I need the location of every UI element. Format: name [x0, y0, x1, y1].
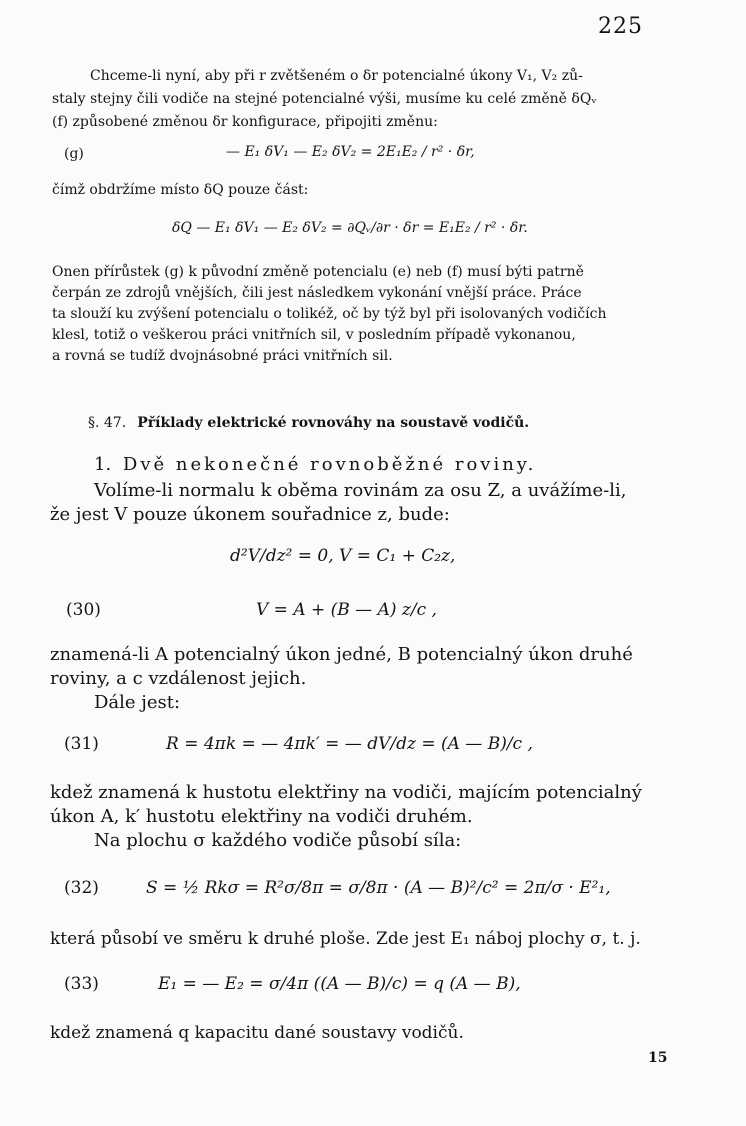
paragraph-8: kdež znamená q kapacitu dané soustavy vodičů.: [50, 1023, 464, 1043]
paragraph-3-line-2: čerpán ze zdrojů vnějších, čili jest následkem vykonání vnější práce. Práce: [52, 285, 582, 301]
paragraph-6-line-1: kdež znamená k hustotu elektřiny na vodiči, majícím potencialný: [50, 782, 642, 803]
paragraph-3-line-3: ta slouží ku zvýšení potencialu o tolikéž, oč by týž byl při isolovaných vodičích: [52, 306, 607, 322]
equation-g-label: (g): [64, 146, 84, 162]
paragraph-2: čímž obdržíme místo δQ pouze část:: [52, 182, 309, 198]
paragraph-4-line-1: Volíme-li normalu k oběma rovinám za osu Z, a uvážíme-li,: [94, 480, 627, 501]
section-number: §. 47.: [88, 415, 127, 431]
subsection-heading: [94, 452, 536, 478]
subsection-number: 1.: [94, 454, 112, 475]
equation-32-label: (32): [64, 878, 99, 898]
equation-laplace: d²V/dz² = 0, V = C₁ + C₂z,: [230, 546, 456, 566]
paragraph-5-line-2: roviny, a c vzdálenost jejich.: [50, 668, 307, 689]
section-title: Příklady elektrické rovnováhy na soustavě vodičů.: [137, 415, 530, 431]
paragraph-3-line-4: klesl, totiž o veškerou práci vnitřních sil, v posledním případě vykonanou,: [52, 327, 576, 343]
paragraph-6-line-2: úkon A, k′ hustotu elektřiny na vodiči druhém.: [50, 806, 473, 827]
paragraph-4-line-2: že jest V pouze úkonem souřadnice z, bude:: [50, 504, 450, 525]
paragraph-5-line-1: znamená-li A potencialný úkon jedné, B potencialný úkon druhé: [50, 644, 633, 665]
subsection-title: Dvě nekonečné rovnoběžné roviny.: [122, 454, 537, 475]
printer-signature: 15: [648, 1050, 668, 1066]
page-number: 225: [598, 14, 643, 39]
equation-g: — E₁ δV₁ — E₂ δV₂ = 2E₁E₂ / r² · δr,: [226, 144, 475, 160]
equation-30: V = A + (B — A) z/c ,: [256, 600, 437, 620]
equation-31: R = 4πk = — 4πk′ = — dV/dz = (A — B)/c ,: [166, 734, 533, 754]
paragraph-1-line-3: (f) způsobené změnou δr konfigurace, připojiti změnu:: [52, 114, 438, 130]
equation-30-label: (30): [66, 600, 101, 620]
equation-31-label: (31): [64, 734, 99, 754]
paragraph-1-line-1: Chceme-li nyní, aby při r zvětšeném o δr potencialné úkony V₁, V₂ zů-: [90, 68, 583, 84]
equation-33-label: (33): [64, 974, 99, 994]
paragraph-3-line-1: Onen přírůstek (g) k původní změně potencialu (e) neb (f) musí býti patrně: [52, 264, 584, 280]
equation-dq: δQ — E₁ δV₁ — E₂ δV₂ = ∂Qᵥ/∂r · δr = E₁E₂ / r² · δr.: [172, 220, 528, 236]
paragraph-1-line-2: staly stejny čili vodiče na stejné potencialné výši, musíme ku celé změně δQᵥ: [52, 91, 597, 107]
paragraph-7: která působí ve směru k druhé ploše. Zde jest E₁ náboj plochy σ, t. j.: [50, 929, 641, 949]
paragraph-3-line-5: a rovná se tudíž dvojnásobné práci vnitřních sil.: [52, 348, 393, 364]
paragraph-6-line-3: Na plochu σ každého vodiče působí síla:: [94, 830, 462, 851]
section-heading: [88, 412, 529, 431]
paragraph-5-line-3: Dále jest:: [94, 692, 181, 713]
equation-33: E₁ = — E₂ = σ/4π ((A — B)/c) = q (A — B),: [158, 974, 521, 994]
equation-32: S = ½ Rkσ = R²σ/8π = σ/8π · (A — B)²/c² = 2π/σ · E²₁,: [146, 878, 611, 898]
